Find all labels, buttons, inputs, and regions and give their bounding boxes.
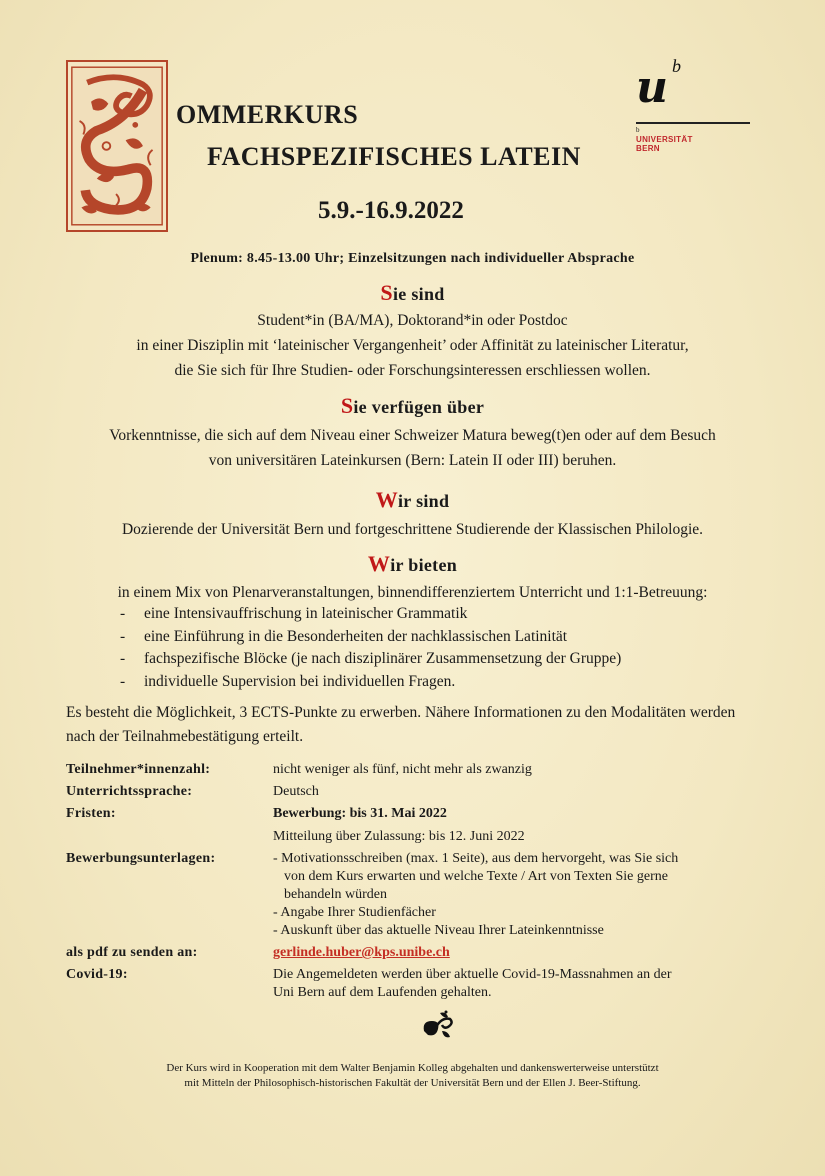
- detail-row-covid: [66, 966, 766, 1002]
- contact-email-link[interactable]: gerlinde.huber@kps.unibe.ch: [273, 945, 450, 960]
- footer-note: [0, 1061, 825, 1091]
- heading-sie-sind: [0, 280, 825, 306]
- document-item: - Angabe Ihrer Studienfächer: [273, 905, 436, 920]
- title-line-1: OMMERKURS: [176, 100, 359, 129]
- course-dates: 5.9.-16.9.2022: [318, 197, 464, 224]
- logo-divider: [636, 122, 750, 124]
- detail-label: Unterrichtssprache:: [66, 784, 193, 799]
- detail-row-unterlagen: [66, 850, 766, 940]
- text-line: Dozierende der Universität Bern und fortgeschrittene Studierende der Klassischen Philologie.: [121, 521, 704, 538]
- ornament-initial-icon: [68, 62, 166, 230]
- heading-wir-sind: [0, 487, 825, 513]
- decorated-initial-s: [66, 60, 168, 232]
- list-item-text: eine Intensivauffrischung in lateinischer Grammatik: [144, 605, 468, 622]
- text-line: von universitären Lateinkursen (Bern: Latein II oder III) beruhen.: [208, 452, 617, 469]
- heading-cap: W: [367, 551, 391, 576]
- detail-label: Covid-19:: [66, 967, 128, 982]
- list-item-text: fachspezifische Blöcke (je nach disziplinärer Zusammensetzung der Gruppe): [144, 650, 622, 667]
- deadline-application: Bewerbung: bis 31. Mai 2022: [273, 806, 447, 821]
- document-item: von dem Kurs erwarten und welche Texte / Art von Texten Sie gerne: [284, 869, 668, 884]
- wir-bieten-intro: in einem Mix von Plenarveranstaltungen, binnendifferenziertem Unterricht und 1:1-Betreuung:: [117, 584, 708, 601]
- heading-rest: ir sind: [398, 491, 450, 511]
- sie-sind-text: [0, 308, 825, 383]
- plenum-info: Plenum: 8.45-13.00 Uhr; Einzelsitzungen nach individueller Absprache: [190, 251, 635, 266]
- logo-text: [636, 135, 693, 153]
- logo-u: u: [636, 62, 668, 113]
- fleuron-ornament-icon: [420, 1009, 456, 1039]
- detail-label: als pdf zu senden an:: [66, 945, 198, 960]
- heading-cap: W: [375, 487, 398, 512]
- offer-list: [120, 603, 621, 693]
- heading-cap: S: [380, 280, 393, 305]
- heading-wir-bieten: [0, 551, 825, 577]
- heading-rest: ir bieten: [390, 555, 458, 575]
- detail-value: [273, 850, 766, 940]
- detail-row-teilnehmer: [66, 761, 766, 779]
- deadline-notification: Mitteilung über Zulassung: bis 12. Juni 2022: [273, 829, 525, 844]
- covid-line: Die Angemeldeten werden über aktuelle Covid-19-Massnahmen an der: [273, 967, 672, 982]
- document-item: - Auskunft über das aktuelle Niveau Ihrer Lateinkenntnisse: [273, 923, 604, 938]
- logo-text-line1: UNIVERSITÄT: [636, 135, 693, 144]
- title-line-2: FACHSPEZIFISCHES LATEIN: [207, 142, 581, 171]
- list-item: - fachspezifische Blöcke (je nach disziplinärer Zusammensetzung der Gruppe): [120, 648, 621, 671]
- document-item: - Motivationsschreiben (max. 1 Seite), aus dem hervorgeht, was Sie sich: [273, 851, 679, 866]
- text-line: Student*in (BA/MA), Doktorand*in oder Postdoc: [257, 312, 568, 329]
- list-item: - individuelle Supervision bei individuellen Fragen.: [120, 671, 621, 694]
- detail-value: [273, 805, 766, 846]
- detail-label: Fristen:: [66, 806, 116, 821]
- text-line: in einer Disziplin mit ‘lateinischer Vergangenheit’ oder Affinität zu lateinischer Literatur,: [136, 337, 689, 354]
- detail-value: [273, 944, 766, 962]
- footer-line: mit Mitteln der Philosophisch-historischen Fakultät der Universität Bern und der Ellen J. Beer-Stiftung.: [184, 1077, 641, 1089]
- text-line: Vorkenntnisse, die sich auf dem Niveau einer Schweizer Matura beweg(t)en oder auf dem Besuch: [109, 427, 716, 444]
- ects-info: Es besteht die Möglichkeit, 3 ECTS-Punkte zu erwerben. Nähere Informationen zu den Modalitäten werden nach der Teilnahmebestätigung erteilt.: [66, 704, 736, 745]
- detail-row-pdf: [66, 944, 766, 962]
- detail-value: Deutsch: [273, 784, 319, 799]
- list-item: - eine Einführung in die Besonderheiten der nachklassischen Latinität: [120, 626, 621, 649]
- heading-rest: ie sind: [392, 284, 445, 304]
- heading-rest: ie verfügen über: [353, 397, 485, 417]
- detail-value: nicht weniger als fünf, nicht mehr als zwanzig: [273, 762, 532, 777]
- list-item-text: individuelle Supervision bei individuellen Fragen.: [144, 672, 456, 690]
- detail-label: Bewerbungsunterlagen:: [66, 851, 216, 866]
- sie-verfuegen-text: [0, 423, 825, 473]
- text-line: die Sie sich für Ihre Studien- oder Forschungsinteressen erschliessen wollen.: [174, 362, 651, 379]
- detail-row-fristen: [66, 805, 766, 846]
- footer-line: Der Kurs wird in Kooperation mit dem Walter Benjamin Kolleg abgehalten und dankenswerterweise unterstützt: [166, 1062, 659, 1074]
- list-item-text: eine Einführung in die Besonderheiten der nachklassischen Latinität: [144, 627, 568, 645]
- wir-sind-text: [0, 517, 825, 542]
- university-bern-logo: [636, 56, 752, 166]
- logo-b: b: [672, 56, 681, 76]
- heading-sie-verfuegen: [0, 393, 825, 419]
- detail-value: [273, 966, 766, 1002]
- detail-label: Teilnehmer*innenzahl:: [66, 762, 211, 777]
- logo-small-b: b: [636, 126, 640, 134]
- document-item: behandeln würden: [284, 887, 388, 902]
- detail-row-sprache: [66, 783, 766, 801]
- list-item: - eine Intensivauffrischung in lateinischer Grammatik: [120, 603, 621, 626]
- heading-cap: S: [340, 393, 354, 418]
- course-details: [66, 761, 766, 1006]
- logo-text-line2: BERN: [636, 144, 660, 153]
- covid-line: Uni Bern auf dem Laufenden gehalten.: [273, 985, 492, 1000]
